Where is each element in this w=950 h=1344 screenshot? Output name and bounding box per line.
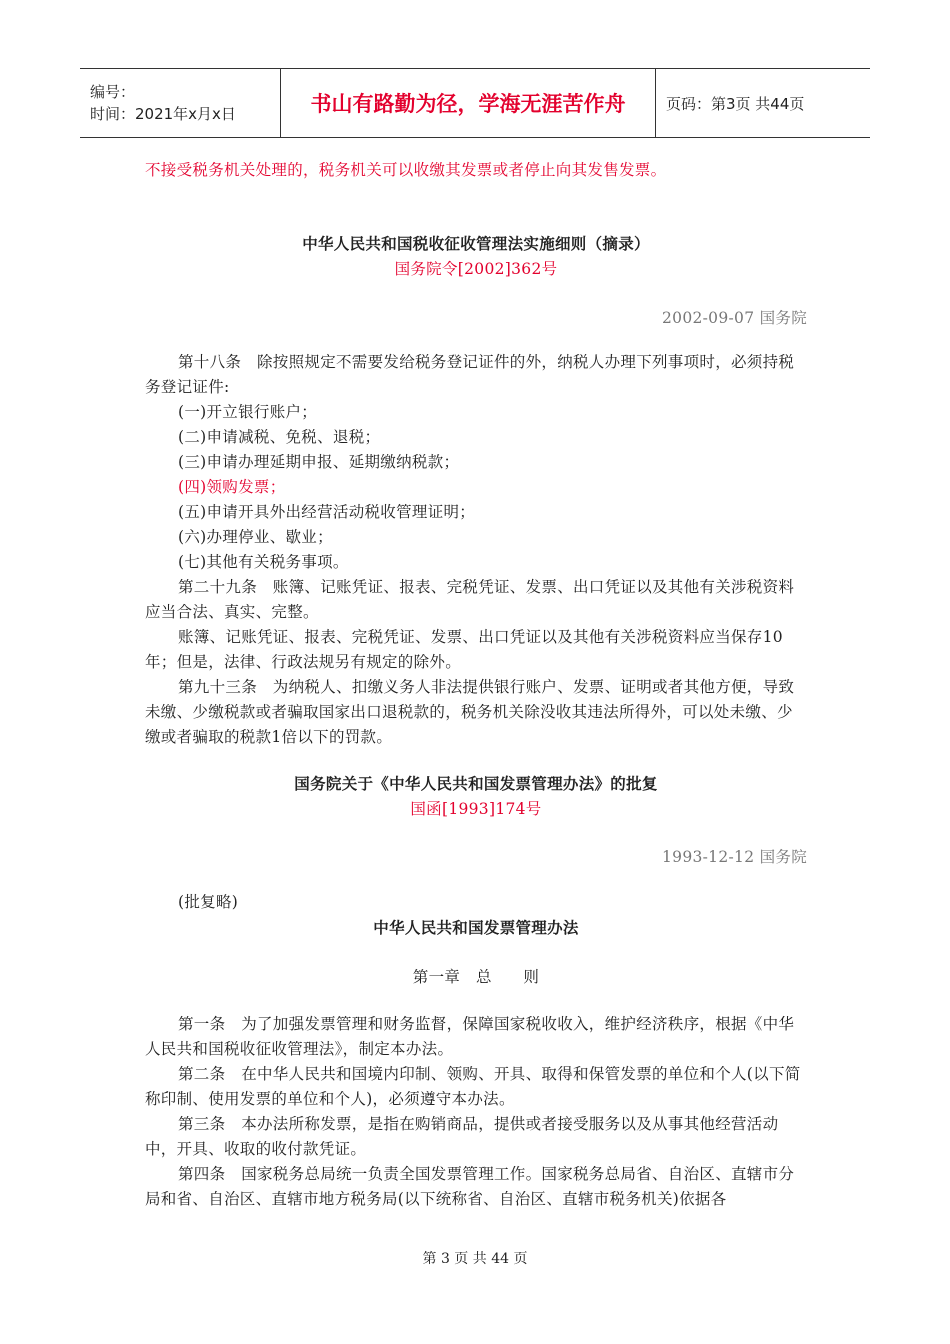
reply-note: (批复略) xyxy=(178,893,239,911)
list-item: (二)申请减税、免税、退税； xyxy=(178,428,381,446)
list-item: (四)领购发票； xyxy=(178,478,286,496)
list-item: (三)申请办理延期申报、延期缴纳税款； xyxy=(178,453,460,471)
page-header xyxy=(80,68,870,138)
article-3: 第三条 本办法所称发票，是指在购销商品，提供或者接受服务以及从事其他经营活动中，开具、收取的收付款凭证。 xyxy=(145,1115,779,1158)
chapter-heading: 第一章 总 则 xyxy=(412,968,540,986)
section2-order: 国函[1993]174号 xyxy=(410,800,542,818)
section2-title: 国务院关于《中华人民共和国发票管理办法》的批复 xyxy=(294,775,658,793)
date-label: 时间：2021年x月x日 xyxy=(90,105,236,123)
article-29: 第二十九条 账簿、记账凭证、报表、完税凭证、发票、出口凭证以及其他有关涉税资料应当合法、真实、完整。 xyxy=(145,578,795,621)
section2-date: 1993-12-12 国务院 xyxy=(662,848,807,866)
intro-red-text: 不接受税务机关处理的，税务机关可以收缴其发票或者停止向其发售发票。 xyxy=(145,161,667,179)
header-meta xyxy=(80,69,280,137)
number-label: 编号： xyxy=(90,83,136,101)
article-93: 第九十三条 为纳税人、扣缴义务人非法提供银行账户、发票、证明或者其他方便，导致未缴、少缴税款或者骗取国家出口退税款的，税务机关除没收其违法所得外，可以处未缴、少缴或者骗取的税款1倍以下的罚款。 xyxy=(145,678,795,746)
section1-title: 中华人民共和国税收征收管理法实施细则（摘录） xyxy=(302,235,650,253)
article-4: 第四条 国家税务总局统一负责全国发票管理工作。国家税务总局省、自治区、直辖市分局和省、自治区、直辖市地方税务局(以下统称省、自治区、直辖市税务机关)依据各 xyxy=(145,1165,795,1208)
motto: 书山有路勤为径，学海无涯苦作舟 xyxy=(280,69,656,137)
page-footer: 第 3 页 共 44 页 xyxy=(422,1251,528,1267)
list-item: (一)开立银行账户； xyxy=(178,403,318,421)
list-item: (五)申请开具外出经营活动税收管理证明； xyxy=(178,503,476,521)
section1-date: 2002-09-07 国务院 xyxy=(662,309,807,327)
list-item: (六)办理停业、歇业； xyxy=(178,528,333,546)
page-info: 页码：第3页 共44页 xyxy=(666,94,805,113)
article-29-b: 账簿、记账凭证、报表、完税凭证、发票、出口凭证以及其他有关涉税资料应当保存10年；但是，法律、行政法规另有规定的除外。 xyxy=(145,628,783,671)
law-title: 中华人民共和国发票管理办法 xyxy=(373,919,579,937)
article-2: 第二条 在中华人民共和国境内印制、领购、开具、取得和保管发票的单位和个人(以下简称印制、使用发票的单位和个人)，必须遵守本办法。 xyxy=(145,1065,801,1108)
article-1: 第一条 为了加强发票管理和财务监督，保障国家税收收入，维护经济秩序，根据《中华人民共和国税收征收管理法》，制定本办法。 xyxy=(145,1015,795,1058)
list-item: (七)其他有关税务事项。 xyxy=(178,553,349,571)
section1-order: 国务院令[2002]362号 xyxy=(394,260,558,278)
article-18: 第十八条 除按照规定不需要发给税务登记证件的外，纳税人办理下列事项时，必须持税务登记证件: xyxy=(145,353,795,396)
